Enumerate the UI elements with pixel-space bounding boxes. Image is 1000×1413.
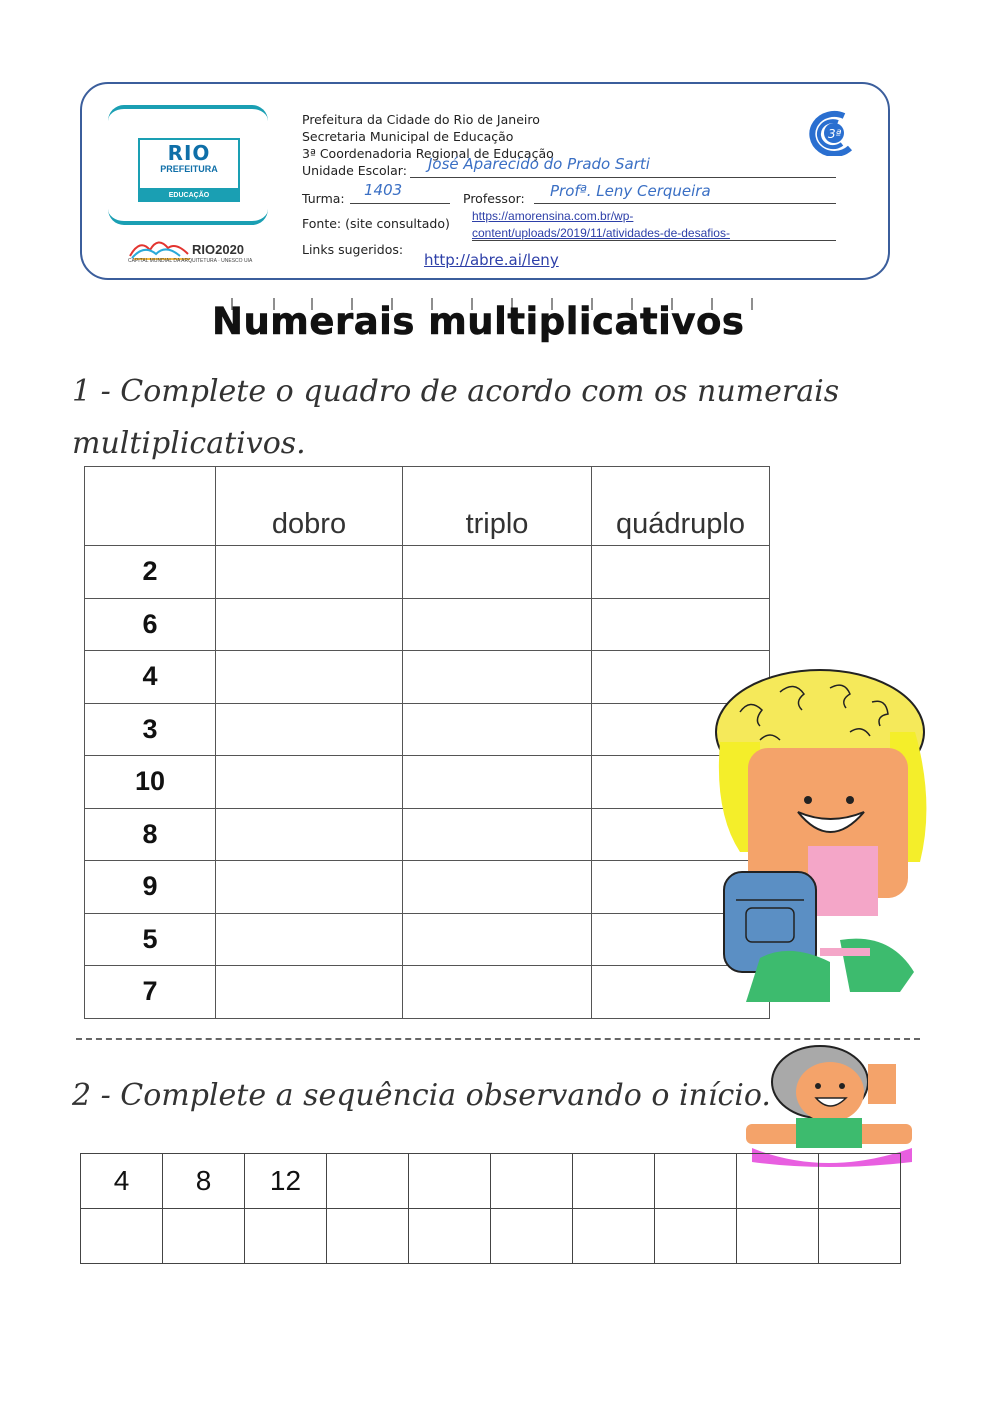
answer-cell-triplo[interactable]: [403, 808, 592, 861]
sequence-empty-cell[interactable]: [81, 1209, 163, 1264]
answer-cell-dobro[interactable]: [216, 703, 403, 756]
cre-logo-icon: [794, 108, 864, 156]
question2-text: 2 - Complete a sequência observando o início.: [72, 1078, 771, 1113]
sequence-empty-cell[interactable]: [163, 1209, 245, 1264]
answer-cell-dobro[interactable]: [216, 913, 403, 966]
row-number: 6: [85, 598, 216, 651]
row-number: 3: [85, 703, 216, 756]
answer-cell-dobro[interactable]: [216, 598, 403, 651]
sequence-empty-cell[interactable]: [491, 1209, 573, 1264]
table-row: [85, 913, 770, 966]
answer-cell-triplo[interactable]: [403, 598, 592, 651]
unidade-value: José Aparecido do Prado Sarti: [428, 155, 650, 173]
turma-label: Turma:: [302, 191, 345, 206]
fonte-label: Fonte: (site consultado): [302, 216, 450, 231]
professor-label: Professor:: [463, 191, 525, 206]
table-header-empty: [85, 467, 216, 546]
answer-cell-dobro[interactable]: [216, 808, 403, 861]
sequence-empty-cell[interactable]: [327, 1209, 409, 1264]
sequence-cell: 4: [81, 1154, 163, 1209]
answer-cell-dobro[interactable]: [216, 651, 403, 704]
answer-cell-dobro[interactable]: [216, 861, 403, 914]
sequence-cell[interactable]: [737, 1154, 819, 1209]
unidade-underline: [410, 177, 836, 178]
cre-badge-text: 3ª: [828, 127, 842, 141]
row-number: 10: [85, 756, 216, 809]
table-row: [85, 808, 770, 861]
answer-cell-triplo[interactable]: [403, 756, 592, 809]
answer-cell-triplo[interactable]: [403, 703, 592, 756]
turma-value: 1403: [364, 181, 403, 199]
logo-rio-text: RIO: [167, 141, 211, 165]
logo-educacao-text: EDUCAÇÃO: [138, 190, 240, 202]
header-line-coordenadoria: 3ª Coordenadoria Regional de Educação: [302, 146, 554, 161]
header-line-secretaria: Secretaria Municipal de Educação: [302, 129, 514, 144]
header-line-prefeitura: Prefeitura da Cidade do Rio de Janeiro: [302, 112, 540, 127]
answer-cell-triplo[interactable]: [403, 861, 592, 914]
answer-cell-dobro[interactable]: [216, 966, 403, 1019]
row-number: 8: [85, 808, 216, 861]
answer-cell-triplo[interactable]: [403, 913, 592, 966]
row-number: 7: [85, 966, 216, 1019]
answer-cell-quadruplo[interactable]: [592, 598, 770, 651]
sequence-table: [80, 1153, 901, 1264]
professor-underline: [534, 203, 836, 204]
answer-cell-triplo[interactable]: [403, 546, 592, 599]
table-row: [85, 598, 770, 651]
table-header-triplo: triplo: [403, 467, 592, 546]
table-header-quadruplo: quádruplo: [592, 467, 770, 546]
answer-cell-dobro[interactable]: [216, 546, 403, 599]
sequence-cell[interactable]: [491, 1154, 573, 1209]
unidade-label: Unidade Escolar:: [302, 163, 407, 178]
question1-line1: 1 - Complete o quadro de acordo com os numerais: [72, 374, 840, 409]
table-row: [85, 756, 770, 809]
answer-cell-triplo[interactable]: [403, 651, 592, 704]
sequence-row-bottom: [81, 1209, 901, 1264]
table-row: [85, 966, 770, 1019]
answer-cell-triplo[interactable]: [403, 966, 592, 1019]
page-title: Numerais multiplicativos: [212, 300, 745, 343]
sequence-empty-cell[interactable]: [737, 1209, 819, 1264]
sequence-empty-cell[interactable]: [573, 1209, 655, 1264]
rio2020-subtitle: CAPITAL MUNDIAL DA ARQUITETURA · UNESCO UIA: [128, 258, 253, 264]
teacher-illustration: [736, 1040, 926, 1170]
row-number: 5: [85, 913, 216, 966]
sequence-empty-cell[interactable]: [655, 1209, 737, 1264]
turma-underline: [350, 203, 450, 204]
professor-value: Profª. Leny Cerqueira: [550, 182, 711, 200]
table-row: [85, 703, 770, 756]
sequence-cell[interactable]: [409, 1154, 491, 1209]
logo-prefeitura-text: PREFEITURA: [160, 164, 218, 174]
row-number: 2: [85, 546, 216, 599]
fonte-link-line1[interactable]: https://amorensina.com.br/wp-: [472, 209, 634, 223]
table-header-row: [85, 467, 770, 546]
table-row: [85, 546, 770, 599]
links-value[interactable]: http://abre.ai/leny: [424, 251, 559, 269]
sequence-cell[interactable]: [573, 1154, 655, 1209]
rio2020-text: RIO2020: [192, 242, 245, 257]
table-row: [85, 861, 770, 914]
table-header-dobro: dobro: [216, 467, 403, 546]
sequence-cell[interactable]: [327, 1154, 409, 1209]
sequence-cell: 8: [163, 1154, 245, 1209]
answer-cell-dobro[interactable]: [216, 756, 403, 809]
links-label: Links sugeridos:: [302, 242, 404, 257]
answer-cell-quadruplo[interactable]: [592, 546, 770, 599]
question1-line2: multiplicativos.: [72, 426, 306, 461]
multiplicative-table: [84, 466, 770, 1019]
sequence-cell: 12: [245, 1154, 327, 1209]
sequence-cell[interactable]: [655, 1154, 737, 1209]
sequence-row-top: [81, 1154, 901, 1209]
fonte-link-line2[interactable]: content/uploads/2019/11/atividades-de-desafios-: [472, 226, 730, 240]
rio-prefeitura-logo: [138, 138, 240, 190]
sequence-cell[interactable]: [819, 1154, 901, 1209]
sequence-empty-cell[interactable]: [409, 1209, 491, 1264]
girl-with-backpack-illustration: [700, 662, 940, 1022]
row-number: 4: [85, 651, 216, 704]
row-number: 9: [85, 861, 216, 914]
sequence-empty-cell[interactable]: [819, 1209, 901, 1264]
table-row: [85, 651, 770, 704]
sequence-empty-cell[interactable]: [245, 1209, 327, 1264]
fonte-underline: [472, 240, 836, 241]
